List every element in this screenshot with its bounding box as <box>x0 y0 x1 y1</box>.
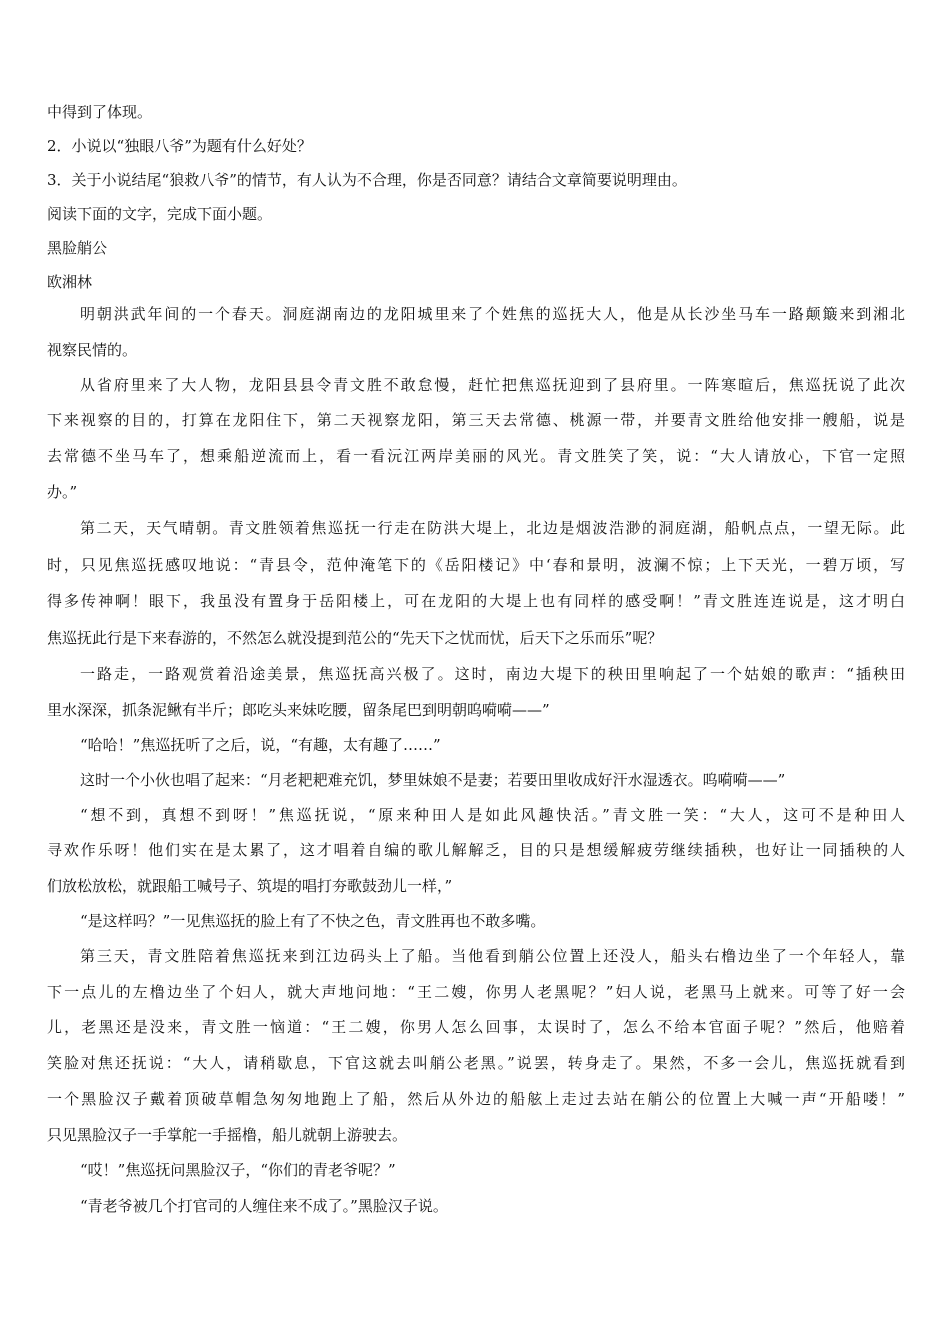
paragraph-line: 明朝洪武年间的一个春天。洞庭湖南边的龙阳城里来了个姓焦的巡抚大人，他是从长沙坐马车一路颠簸来到湘北 <box>80 305 905 323</box>
paragraph-line: 只见黑脸汉子一手掌舵一手摇橹，船儿就朝上游驶去。 <box>47 1126 408 1144</box>
paragraph-line: 儿，老黑还是没来，青文胜一恼道：“王二嫂，你男人怎么回事，太误时了，怎么不给本官面子呢？”然后，他赔着 <box>47 1018 905 1036</box>
text-line: 中得到了体现。 <box>47 103 153 121</box>
paragraph-line: 时，只见焦巡抚感叹地说：“青县令，范仲淹笔下的《岳阳楼记》中‘春和景明，波澜不惊；上下天光，一碧万顷，写 <box>47 556 905 574</box>
paragraph-line: 焦巡抚此行是下来春游的，不然怎么就没提到范公的“先天下之忧而忧，后天下之乐而乐”呢？ <box>47 629 663 647</box>
paragraph-line: 一个黑脸汉子戴着顶破草帽急匆匆地跑上了船，然后从外边的船舷上走过去站在艄公的位置上大喊一声“开船喽！” <box>47 1090 905 1108</box>
paragraph-line: 笑脸对焦还抚说：“大人，请稍歇息，下官这就去叫艄公老黑。”说罢，转身走了。果然，不多一会儿，焦巡抚就看到 <box>47 1054 905 1072</box>
paragraph-line: 一路走，一路观赏着沿途美景，焦巡抚高兴极了。这时，南边大堤下的秧田里响起了一个姑娘的歌声：“插秧田 <box>80 665 905 683</box>
question-2: 2．小说以“独眼八爷”为题有什么好处？ <box>47 137 312 155</box>
paragraph-line: 从省府里来了大人物，龙阳县县令青文胜不敢怠慢，赶忙把焦巡抚迎到了县府里。一阵寒暄后，焦巡抚说了此次 <box>80 376 905 394</box>
paragraph-line: 第二天，天气晴朝。青文胜领着焦巡抚一行走在防洪大堤上，北边是烟波浩渺的洞庭湖，船帆点点，一望无际。此 <box>80 519 905 537</box>
paragraph-line: 去常德不坐马车了，想乘船逆流而上，看一看沅江两岸美丽的风光。青文胜笑了笑，说：“大人请放心，下官一定照 <box>47 447 905 465</box>
paragraph-line: 下来视察的目的，打算在龙阳住下，第二天视察龙阳，第三天去常德、桃源一带，并要青文胜给他安排一艘船，说是 <box>47 411 905 429</box>
paragraph-line: 得多传神啊！眼下，我虽没有置身于岳阳楼上，可在龙阳的大堤上也有同样的感受啊！”青文胜连连说是，这才明白 <box>47 592 905 610</box>
reading-instruction: 阅读下面的文字，完成下面小题。 <box>47 205 273 223</box>
story-author: 欧湘林 <box>47 273 93 291</box>
paragraph-line: “想不到，真想不到呀！”焦巡抚说，“原来种田人是如此风趣快活。”青文胜一笑：“大人，这可不是种田人 <box>80 806 905 824</box>
paragraph-line: 们放松放松，就跟船工喊号子、筑堤的唱打夯歌鼓劲儿一样，” <box>47 877 453 895</box>
dialogue-line: “青老爷被几个打官司的人缠住来不成了。”黑脸汉子说。 <box>80 1197 448 1215</box>
dialogue-line: “哎！”焦巡抚问黑脸汉子，“你们的青老爷呢？” <box>80 1161 396 1179</box>
question-3: 3．关于小说结尾“狼救八爷”的情节，有人认为不合理，你是否同意？请结合文章简要说明理由。 <box>47 171 687 189</box>
paragraph-line: 第三天，青文胜陪着焦巡抚来到江边码头上了船。当他看到艄公位置上还没人，船头右橹边坐了一个年轻人，靠 <box>80 947 905 965</box>
paragraph-line: 这时一个小伙也唱了起来：“月老耙耙难充饥，梦里妹娘不是妻；若要田里收成好汗水湿透衣。呜嗬嗬——” <box>80 771 786 789</box>
dialogue-line: “是这样吗？”一见焦巡抚的脸上有了不快之色，青文胜再也不敢多嘴。 <box>80 912 546 930</box>
story-title: 黑脸艄公 <box>47 239 108 257</box>
paragraph-line: 办。” <box>47 483 78 501</box>
paragraph-line: 下一点儿的左橹边坐了个妇人，就大声地问地：“王二嫂，你男人老黑呢？”妇人说，老黑马上就来。可等了好一会 <box>47 983 905 1001</box>
dialogue-line: “哈哈！”焦巡抚听了之后，说，“有趣，太有趣了……” <box>80 736 441 754</box>
paragraph-line: 视察民情的。 <box>47 341 138 359</box>
paragraph-line: 里水深深，抓条泥鳅有半斤；郎吃头来妹吃腰，留条尾巴到明朝呜嗬嗬——” <box>47 701 550 719</box>
paragraph-line: 寻欢作乐呀！他们实在是太累了，这才唱着自编的歌儿解解乏，目的只是想缓解疲劳继续插秧，也好让一同插秧的人 <box>47 841 905 859</box>
